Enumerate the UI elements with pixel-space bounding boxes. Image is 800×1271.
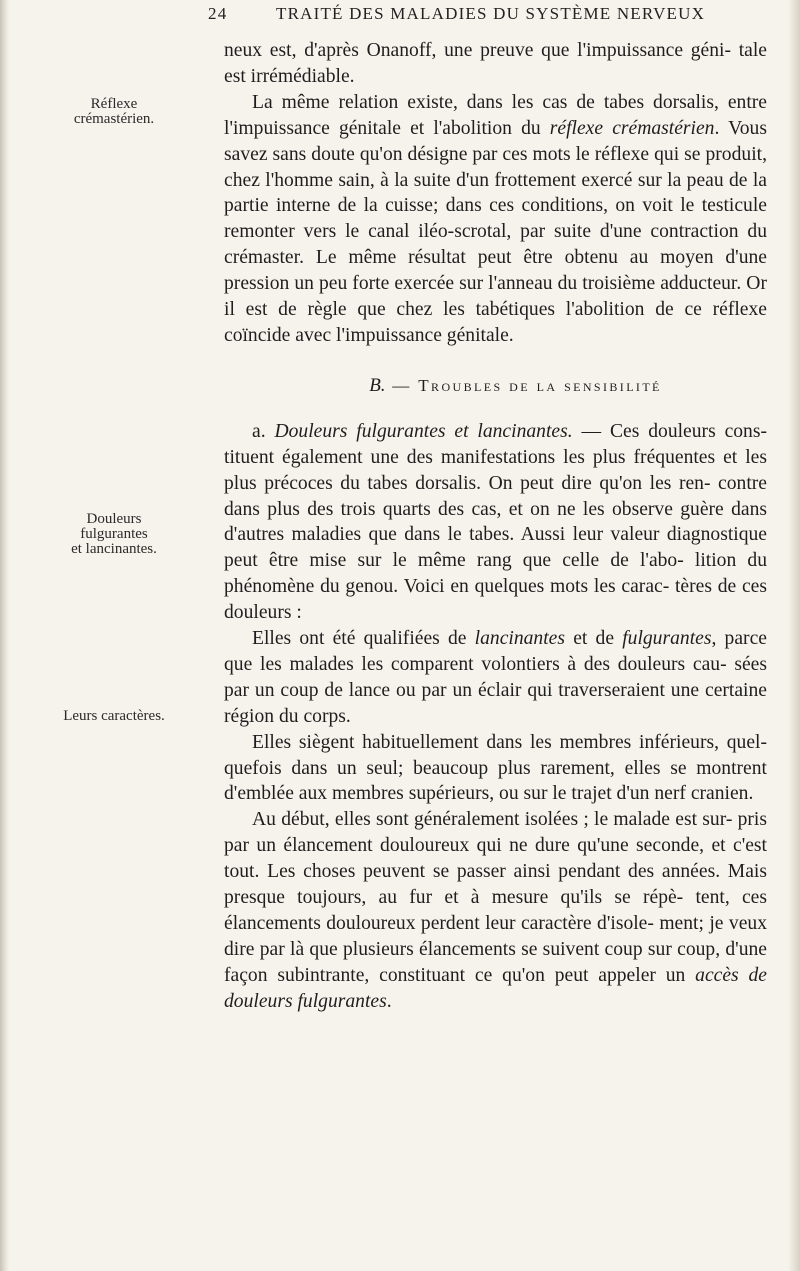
- emphasis: lancinantes: [474, 628, 565, 650]
- body-text: [224, 38, 767, 1015]
- page-left-edge: [0, 0, 10, 1271]
- spacer: [224, 399, 767, 419]
- emphasis: accès de douleurs fulgurantes: [224, 964, 768, 1012]
- spacer: [224, 349, 767, 373]
- margin-note-line: crémastérien.: [73, 111, 155, 127]
- paragraph-caracteres: [224, 626, 767, 730]
- emphasis: fulgurantes: [622, 628, 712, 650]
- section-heading: [224, 373, 767, 399]
- text-run: Elles ont été qualifiées de: [252, 628, 475, 650]
- margin-note-line: fulgurantes: [80, 526, 148, 542]
- book-title: TRAITÉ DES MALADIES DU SYSTÈME NERVEUX: [276, 4, 706, 23]
- section-title: Troubles de la sensibilité: [418, 375, 662, 395]
- text-run: et de: [565, 628, 623, 650]
- paragraph: Elles siègent habituellement dans les membres inférieurs, quel- quefois dans un seul; beaucoup plus rarement, elles se montrent d'emblée aux membres supérieurs, ou sur le trajet d'un nerf cranien.: [224, 731, 767, 805]
- margin-note-line: Douleurs: [86, 511, 142, 527]
- emphasis: réflexe crémastérien: [549, 117, 715, 139]
- paragraph-douleurs: [224, 419, 767, 626]
- text-run: .: [386, 990, 392, 1012]
- text-run: , parce que les malades les comparent volontiers à des douleurs cau- sées par un coup de lance ou par un éclair qui traverseraient une certaine région du corps.: [224, 628, 767, 727]
- text-run: La même relation existe, dans les cas de tabes dorsalis, entre l'impuissance génitale et l'abolition du: [224, 91, 767, 139]
- margin-note-reflexe: [14, 97, 214, 127]
- page-right-edge: [788, 0, 800, 1271]
- text-run: . Vous savez sans doute qu'on désigne par ces mots le réflexe qui se produit, chez l'homme sain, à la suite d'un frottement exercé sur la peau de la partie interne de la cuisse; dans ces conditions, on voit le testicule remonter vers le canal iléo-scrotal, par suite d'une contraction du crémaster. Le même résultat peut être obtenu au moyen d'une pression un peu forte exercée sur l'anneau du troisième adducteur. Or il est de règle que chez les tabétiques l'abolition de ce réflexe coïncide avec l'impuissance génitale.: [224, 117, 767, 346]
- margin-note-caracteres: [14, 709, 214, 724]
- page-number: 24: [208, 4, 228, 23]
- margin-note-line: et lancinantes.: [71, 541, 157, 557]
- margin-note-line: Leurs caractères.: [63, 708, 165, 724]
- section-letter: B.: [369, 374, 386, 396]
- paragraph: neux est, d'après Onanoff, une preuve que l'impuissance géni- tale est irrémédiable.: [224, 40, 767, 87]
- paragraph-reflexe: [224, 90, 767, 349]
- margin-note-line: Réflexe: [90, 96, 138, 112]
- text-run: a.: [252, 420, 275, 442]
- section-dash: —: [392, 375, 412, 395]
- paragraph-debut: [224, 807, 767, 1014]
- emphasis: Douleurs fulgurantes et lancinantes.: [274, 420, 573, 442]
- text-run: Au début, elles sont généralement isolées ; le malade est sur- pris par un élancement douloureux qui ne dure qu'une seconde, et c'est tout. Les choses peuvent se passer ainsi pendant des années. Mais presque toujours, au fur et à mesure qu'ils se répè- tent, ces élancements douloureux perdent leur caractère d'isole- ment; je veux dire par là que plusieurs élancements se suivent coup sur coup, d'une façon subintrante, constituant ce qu'on peut appeler un: [224, 809, 767, 986]
- margin-note-douleurs: [14, 512, 214, 557]
- text-run: — Ces douleurs cons- tituent également une des manifestations les plus fréquentes et les plus précoces du tabes dorsalis. On peut dire qu'on les ren- contre dans plus des trois quarts des cas, et on ne les observe guère dans d'autres maladies que dans le tabes. Aussi leur valeur diagnostique peut être mise sur le même rang que celle de l'abo- lition du phénomène du genou. Voici en quelques mots les carac- tères de ces douleurs :: [224, 420, 768, 624]
